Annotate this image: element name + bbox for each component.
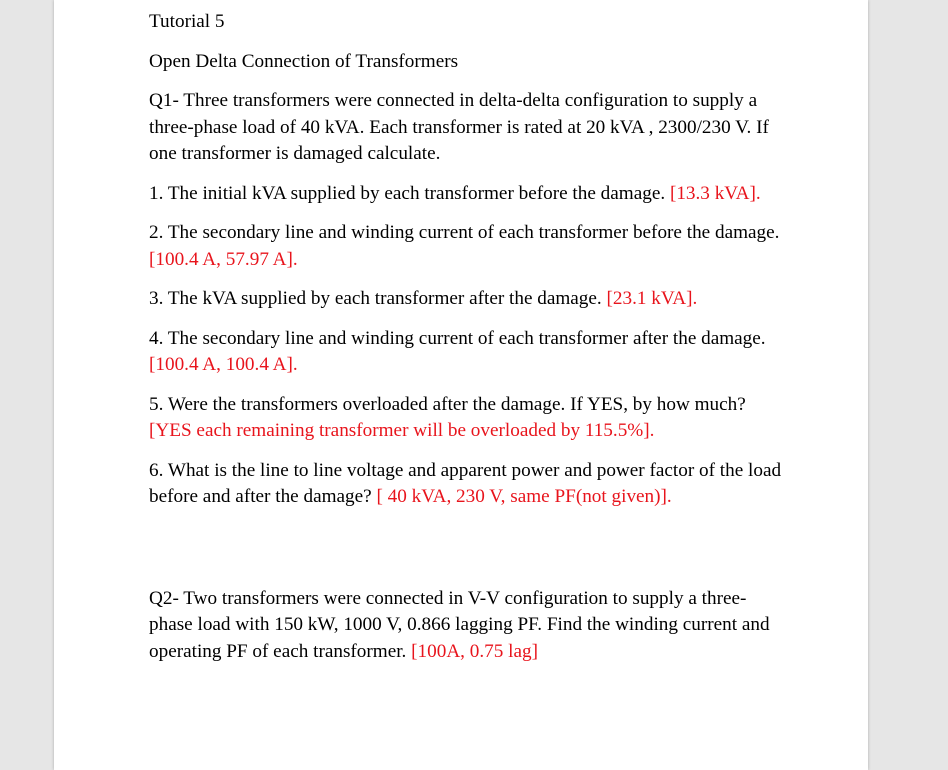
document-content	[149, 9, 789, 678]
q1-item-2	[149, 220, 789, 273]
q2-answer: [100A, 0.75 lag]	[411, 640, 538, 662]
q1-item-answer: [23.1 kVA].	[606, 288, 698, 309]
tutorial-subtitle: Open Delta Connection of Transformers	[149, 50, 459, 72]
q1-item-3	[149, 286, 789, 313]
q1-item-answer: [100.4 A, 100.4 A].	[149, 354, 298, 375]
q1-item-text: 5. Were the transformers overloaded after the damage. If YES, by how much?	[149, 393, 746, 415]
q1-item-answer: [ 40 kVA, 230 V, same PF(not given)].	[376, 486, 672, 507]
q1-item-answer: [13.3 kVA].	[669, 182, 761, 204]
spacer	[149, 524, 789, 586]
q1-prompt: Q1- Three transformers were connected in delta-delta configuration to supply a three-phase load of 40 kVA. Each transformer is rated at 20 kVA , 2300/230 V. If one transformer is damaged calculate.	[149, 90, 769, 164]
q1-item-text: 4. The secondary line and winding current of each transformer after the damage.	[149, 327, 766, 349]
tutorial-title: Tutorial 5	[149, 11, 225, 32]
q1-item-1	[149, 181, 789, 208]
q1-item-answer: [YES each remaining transformer will be overloaded by 115.5%].	[149, 420, 655, 441]
q1-item-answer: [100.4 A, 57.97 A].	[149, 248, 298, 270]
q1-item-5	[149, 392, 789, 445]
q1-item-text: 2. The secondary line and winding current of each transformer before the damage.	[149, 222, 780, 243]
q1-item-4	[149, 326, 789, 379]
q1-item-text: 6. What is the line to line voltage and apparent power and power factor of the load before and after the damage?	[149, 459, 782, 507]
q1-item-text: 3. The kVA supplied by each transformer after the damage.	[149, 288, 607, 309]
q2-prompt: Q2- Two transformers were connected in V-V configuration to supply a three-phase load with 150 kW, 1000 V, 0.866 lagging PF. Find the winding current and operating PF of each transformer.	[149, 587, 770, 662]
q1-item-text: 1. The initial kVA supplied by each transformer before the damage.	[149, 182, 670, 204]
q1-item-6	[149, 458, 789, 511]
document-page	[54, 0, 868, 770]
q2-paragraph	[149, 586, 789, 666]
